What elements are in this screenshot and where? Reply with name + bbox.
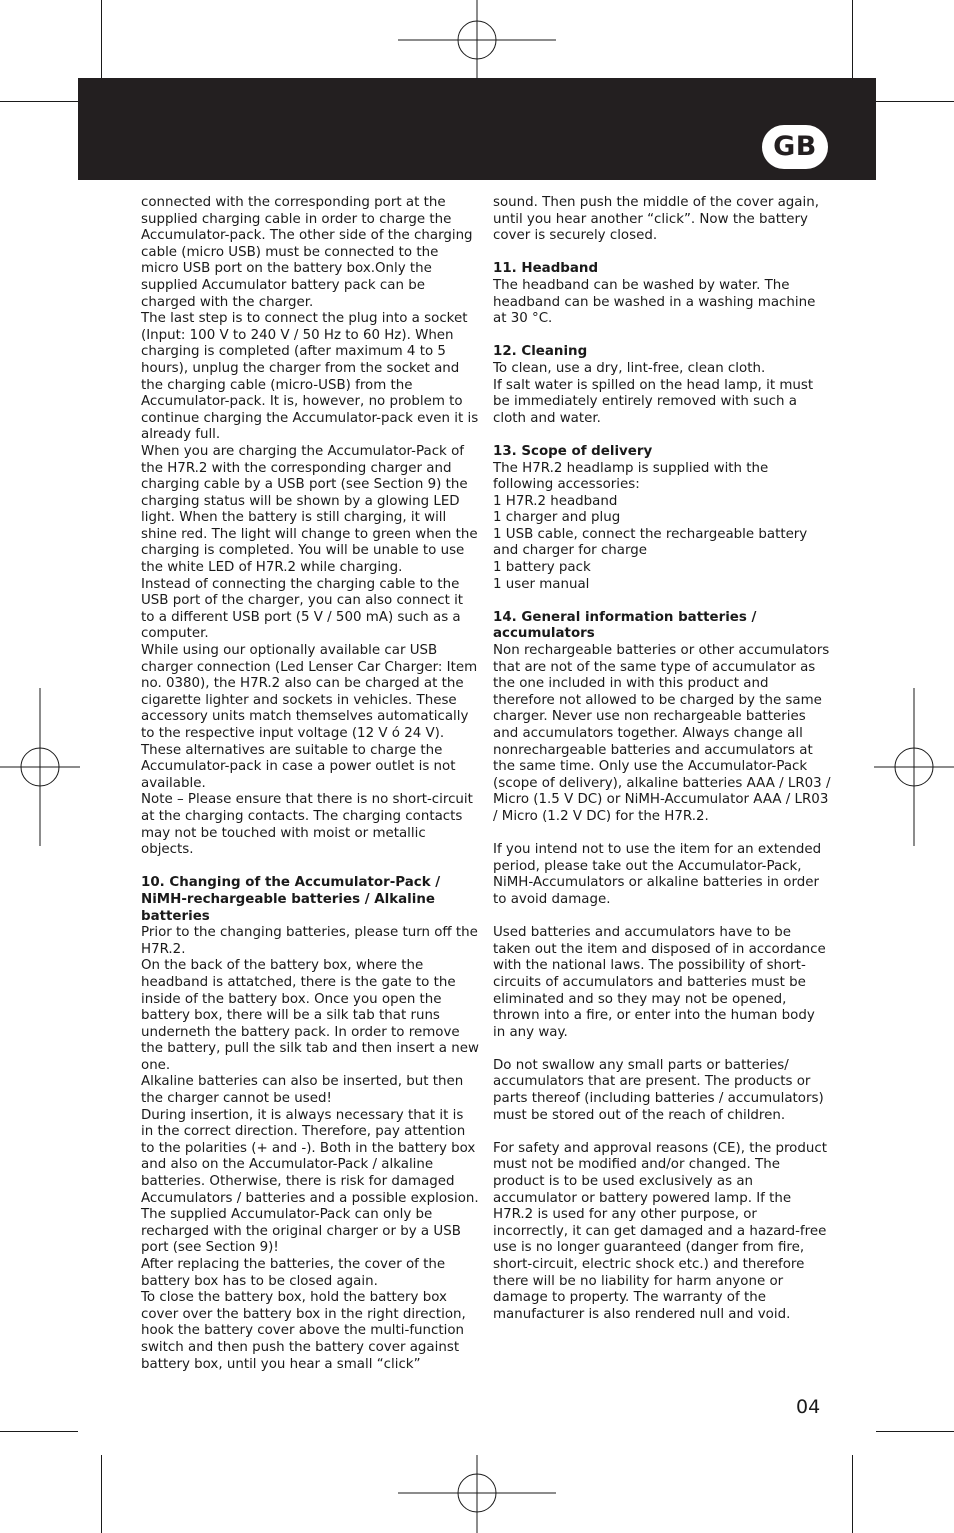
- paragraph: Note – Please ensure that there is no short-circuit at the charging contacts. The charging contacts may not be touched with moist or metallic objects.: [141, 792, 473, 858]
- crop-mark: [101, 1455, 102, 1533]
- paragraph: Alkaline batteries can also be inserted, but then the charger cannot be used!: [141, 1074, 464, 1107]
- paragraph: Prior to the changing batteries, please turn off the H7R.2.: [141, 925, 478, 957]
- paragraph: Instead of connecting the charging cable to the USB port of the charger, you can also connect it to a different USB port (5 V / 500 mA) such as a computer.: [141, 576, 464, 642]
- section-heading-13: 13. Scope of delivery: [493, 443, 653, 459]
- left-column: [141, 195, 479, 1373]
- paragraph: The supplied Accumulator-Pack can only be recharged with the original charger or by a USB port (see Section 9)!: [141, 1207, 461, 1256]
- crop-mark: [0, 101, 78, 102]
- paragraph: While using our optionally available car USB charger connection (Led Lenser Car Charger: Item no. 0380), the H7R.2 also can be charged at the cigarette lighter and sockets in vehicles. These accessory units match themselves automatically to the respective input voltage (12 V ó 24 V). These alternatives are suitable to charge the Accumulator-pack in case a power outlet is not available.: [141, 643, 478, 791]
- paragraph: The last step is to connect the plug into a socket (Input: 100 V to 240 V / 50 Hz to 60 Hz). When charging is completed (after maximum 4 to 5 hours), unplug the charger from the socket and the charging cable (micro-USB) from the Accumulator-pack. It is, however, no problem to continue charging the Accumulator-pack even it is already full.: [141, 311, 479, 443]
- paragraph: sound. Then push the middle of the cover again, until you hear another “click”. Now the battery cover is securely closed.: [493, 195, 819, 244]
- paragraph: On the back of the battery box, where the headband is attatched, there is the gate to the inside of the battery box. Once you open the battery box, there will be a silk tab that runs underneth the battery pack. In order to remove the battery, pull the silk tab and then insert a new one.: [141, 958, 479, 1073]
- paragraph: During insertion, it is always necessary that it is in the correct direction. Therefore, pay attention to the polarities (+ and -). Both in the battery box and also on the Accumulator-Pack / alkaline batteries. Otherwise, there is risk for damaged Accumulators / batteries and a possible explosion.: [141, 1107, 479, 1206]
- crop-mark: [852, 1455, 853, 1533]
- list-item: 1 battery pack: [493, 560, 591, 576]
- section-heading-10: 10. Changing of the Accumulator-Pack / NiMH-rechargeable batteries / Alkaline batteries: [141, 875, 441, 924]
- section-heading-12: 12. Cleaning: [493, 344, 588, 360]
- header-band: [78, 78, 876, 180]
- registration-mark-bottom: [398, 1455, 556, 1533]
- paragraph: connected with the corresponding port at the supplied charging cable in order to charge the Accumulator-pack. The other side of the charging cable (micro USB) must be connected to the micro USB port on the battery box.Only the supplied Accumulator battery pack can be charged with the charger.: [141, 195, 473, 310]
- section-heading-14: 14. General information batteries / accumulators: [493, 609, 757, 642]
- crop-mark: [0, 1431, 78, 1432]
- list-item: 1 charger and plug: [493, 510, 621, 526]
- paragraph: If you intend not to use the item for an extended period, please take out the Accumulator-Pack, NiMH-Accumulators or alkaline batteries in order to avoid damage.: [493, 842, 822, 907]
- crop-mark: [876, 1431, 954, 1432]
- paragraph: For safety and approval reasons (CE), the product must not be modified and/or changed. The product is to be used exclusively as an accumulator or battery powered lamp. If the H7R.2 is used for any other purpose, or incorrectly, it can get damaged and a hazard-free use is no longer guaranteed (danger from fire, short-circuit, electric shock etc.) and therefore there will be no liability for harm anyone or damage to property. The warranty of the manufacturer is also rendered null and void.: [493, 1140, 827, 1322]
- section-heading-11: 11. Headband: [493, 261, 599, 277]
- paragraph: Non rechargeable batteries or other accumulators that are not of the same type of accumulator as the one included in with this product and therefore not allowed to be charged by the same charger. Never use non rechargeable batteries and accumulators together. Always change all nonrechargeable batteries and accumulators at the same time. Only use the Accumulator-Pack (scope of delivery), alkaline batteries AAA / LR03 / Micro (1.5 V DC) or NiMH-Accumulator AAA / LR03 / Micro (1.2 V DC) for the H7R.2.: [493, 643, 831, 824]
- page-number: 04: [796, 1396, 821, 1418]
- paragraph: To clean, use a dry, lint-free, clean cloth.: [493, 360, 766, 376]
- paragraph: If salt water is spilled on the head lamp, it must be immediately entirely removed with such a cloth and water.: [493, 377, 814, 426]
- paragraph: When you are charging the Accumulator-Pack of the H7R.2 with the corresponding charger and charging cable by a USB port (see Section 9) the charging status will be shown by a glowing LED light. When the battery is still charging, it will shine red. The light will change to green when the charging is completed. You will be unable to use the white LED of H7R.2 while charging.: [141, 443, 478, 576]
- paragraph: After replacing the batteries, the cover of the battery box has to be closed again.: [141, 1257, 446, 1289]
- paragraph: To close the battery box, hold the battery box cover over the battery box in the right direction, hook the battery cover above the multi-function switch and then push the battery cover against battery box, until you hear a small “click”: [141, 1290, 466, 1372]
- paragraph: The headband can be washed by water. The headband can be washed in a washing machine at 30 °C.: [493, 277, 816, 327]
- list-item: 1 H7R.2 headband: [493, 493, 618, 509]
- paragraph: The H7R.2 headlamp is supplied with the following accessories:: [493, 460, 769, 493]
- language-badge: GB: [762, 125, 828, 169]
- right-column: [493, 195, 831, 1323]
- list-item: 1 USB cable, connect the rechargeable battery and charger for charge: [493, 526, 808, 559]
- crop-mark: [101, 0, 102, 78]
- crop-mark: [852, 0, 853, 78]
- registration-mark-left: [0, 688, 80, 846]
- paragraph: Used batteries and accumulators have to be taken out the item and disposed of in accordance with the national laws. The possibility of short-circuits of accumulators and batteries must be eliminated and so they may not be opened, thrown into a fire, or enter into the human body in any way.: [493, 925, 826, 1040]
- registration-mark-right: [874, 688, 954, 846]
- registration-mark-top: [398, 0, 556, 80]
- paragraph: Do not swallow any small parts or batteries/ accumulators that are present. The products or parts thereof (including batteries / accumulators) must be stored out of the reach of children.: [493, 1057, 824, 1123]
- list-item: 1 user manual: [493, 576, 590, 592]
- crop-mark: [876, 101, 954, 102]
